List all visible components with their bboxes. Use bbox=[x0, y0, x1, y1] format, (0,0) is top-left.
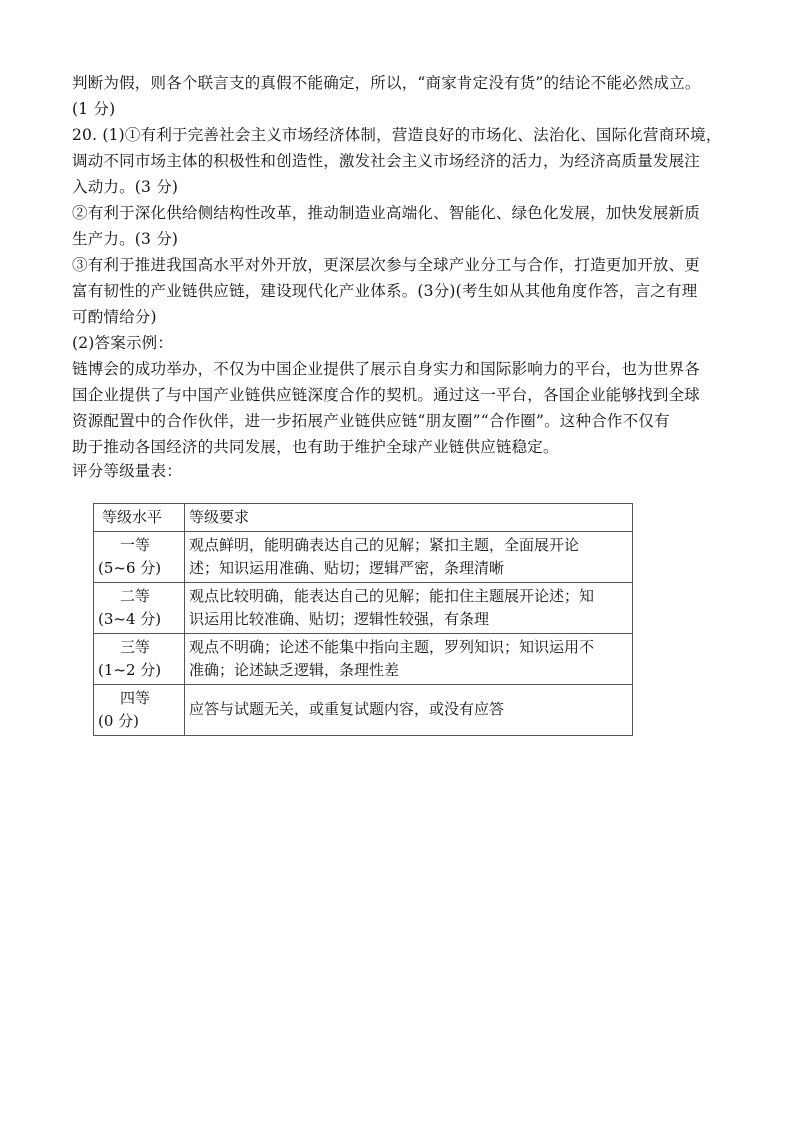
text-line: (1 分) bbox=[72, 100, 116, 118]
level-cell bbox=[94, 634, 185, 685]
level-cell bbox=[94, 583, 185, 634]
requirement-line: 应答与试题无关，或重复试题内容，或没有应答 bbox=[189, 700, 505, 718]
requirement-cell bbox=[185, 685, 633, 736]
rubric-table bbox=[93, 503, 633, 736]
table-row bbox=[94, 685, 633, 736]
answer-text-block bbox=[72, 70, 742, 486]
requirement-line: 观点鲜明，能明确表达自己的见解；紧扣主题，全面展开论 bbox=[189, 536, 580, 554]
text-line: 20. (1)①有利于完善社会主义市场经济体制，营造良好的市场化、法治化、国际化营商环境， bbox=[72, 126, 722, 144]
requirement-line: 述；知识运用准确、贴切；逻辑严密，条理清晰 bbox=[189, 559, 505, 577]
level-score: (3~4 分) bbox=[98, 610, 162, 628]
text-line: 入动力。(3 分) bbox=[72, 178, 179, 196]
text-line: 助于推动各国经济的共同发展，也有助于维护全球产业链供应链稳定。 bbox=[72, 438, 559, 456]
text-line: 资源配置中的合作伙伴，进一步拓展产业链供应链“朋友圈”“合作圈”。这种合作不仅有 bbox=[72, 412, 670, 430]
requirement-line: 观点比较明确，能表达自己的见解；能扣住主题展开论述；知 bbox=[189, 587, 595, 605]
requirement-cell bbox=[185, 583, 633, 634]
requirement-line: 准确；论述缺乏逻辑，条理性差 bbox=[189, 661, 400, 679]
text-line: (2)答案示例： bbox=[72, 334, 174, 352]
level-name: 一等 bbox=[120, 536, 151, 554]
requirement-line: 观点不明确；论述不能集中指向主题，罗列知识；知识运用不 bbox=[189, 638, 595, 656]
table-header-row bbox=[94, 504, 633, 532]
text-line: 可酌情给分) bbox=[72, 308, 157, 326]
requirement-cell bbox=[185, 634, 633, 685]
text-line: 判断为假，则各个联言支的真假不能确定，所以，“商家肯定没有货”的结论不能必然成立。 bbox=[72, 74, 701, 92]
header-requirement: 等级要求 bbox=[185, 504, 633, 532]
table-row bbox=[94, 583, 633, 634]
level-name: 二等 bbox=[120, 587, 151, 605]
level-name: 三等 bbox=[120, 638, 151, 656]
table-row bbox=[94, 532, 633, 583]
level-score: (1~2 分) bbox=[98, 661, 162, 679]
level-score: (5~6 分) bbox=[98, 559, 162, 577]
text-line: 生产力。(3 分) bbox=[72, 230, 179, 248]
level-cell bbox=[94, 685, 185, 736]
level-score: (0 分) bbox=[98, 712, 140, 730]
text-line: 国企业提供了与中国产业链供应链深度合作的契机。通过这一平台，各国企业能够找到全球 bbox=[72, 386, 701, 404]
header-level: 等级水平 bbox=[94, 504, 185, 532]
text-line: ③有利于推进我国高水平对外开放，更深层次参与全球产业分工与合作，打造更加开放、更 bbox=[72, 256, 701, 274]
requirement-line: 识运用比较准确、贴切；逻辑性较强，有条理 bbox=[189, 610, 490, 628]
level-cell bbox=[94, 532, 185, 583]
rubric-title: 评分等级量表： bbox=[72, 462, 182, 480]
text-line: 链博会的成功举办，不仅为中国企业提供了展示自身实力和国际影响力的平台，也为世界各 bbox=[72, 360, 701, 378]
text-line: ②有利于深化供给侧结构性改革，推动制造业高端化、智能化、绿色化发展，加快发展新质 bbox=[72, 204, 701, 222]
table-row bbox=[94, 634, 633, 685]
requirement-cell bbox=[185, 532, 633, 583]
text-line: 调动不同市场主体的积极性和创造性，激发社会主义市场经济的活力，为经济高质量发展注 bbox=[72, 152, 701, 170]
level-name: 四等 bbox=[120, 689, 151, 707]
text-line: 富有韧性的产业链供应链，建设现代化产业体系。(3分)(考生如从其他角度作答，言之有理 bbox=[72, 282, 698, 300]
